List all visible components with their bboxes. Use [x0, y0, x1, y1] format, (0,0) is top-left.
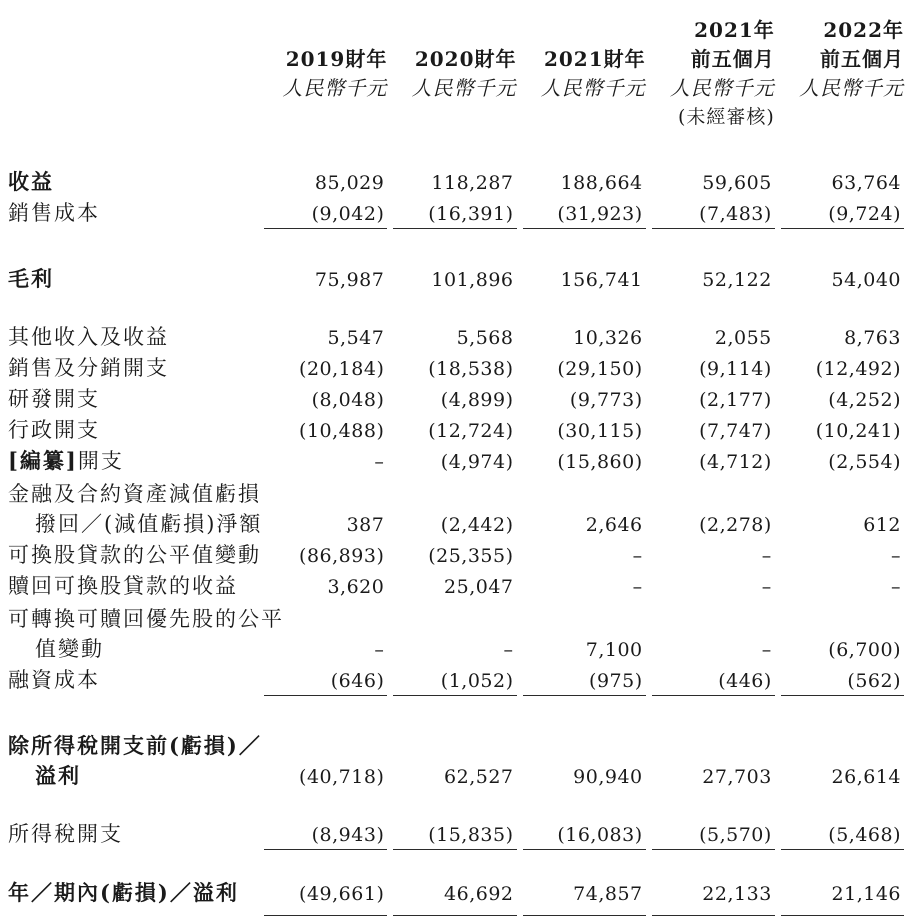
cell-value-text — [652, 476, 775, 501]
cell-value — [258, 760, 387, 791]
column-header — [387, 16, 516, 132]
cell-value — [646, 445, 775, 476]
table-row — [8, 197, 904, 229]
cell-value — [517, 570, 646, 601]
cell-value-text: (18,538) — [428, 358, 514, 380]
cell-value-text: 21,146 — [781, 883, 904, 916]
cell-value-text: 10,326 — [573, 327, 643, 349]
header-line: 2022年 — [823, 18, 904, 42]
cell-value — [517, 633, 646, 664]
header-line — [258, 16, 387, 45]
table-row — [8, 476, 904, 508]
cell-value-text: 75,987 — [314, 269, 385, 291]
cell-value-text — [781, 601, 904, 626]
cell-value — [775, 570, 904, 601]
cell-value — [517, 321, 646, 352]
spacer-cell — [8, 294, 904, 321]
cell-value-text — [264, 728, 387, 753]
cell-value — [517, 197, 646, 229]
cell-value — [646, 414, 775, 445]
cell-value-text: 2,055 — [714, 327, 772, 349]
row-label: 贖回可換股貸款的收益 — [8, 574, 238, 598]
cell-value — [517, 508, 646, 539]
cell-value-text: (9,724) — [781, 203, 904, 229]
cell-value — [258, 728, 387, 760]
header-line — [775, 103, 904, 132]
row-label: 行政開支 — [8, 418, 100, 442]
cell-value-text: (2,278) — [699, 514, 772, 536]
cell-value — [517, 352, 646, 383]
cell-value-text — [652, 601, 775, 626]
spacer-row — [8, 229, 904, 263]
cell-value-text: (86,893) — [299, 545, 385, 567]
cell-value — [517, 263, 646, 294]
cell-value — [775, 352, 904, 383]
table-row — [8, 728, 904, 760]
cell-value-text: 7,100 — [585, 639, 643, 661]
cell-value — [258, 166, 387, 197]
cell-value — [646, 818, 775, 850]
cell-value-text — [393, 728, 516, 753]
header-line: 人民幣千元 — [669, 76, 775, 100]
cell-value-text: (562) — [781, 670, 904, 696]
cell-value-text: 5,568 — [456, 327, 514, 349]
cell-value — [387, 352, 516, 383]
cell-value-text: – — [632, 545, 643, 567]
row-label: 銷售成本 — [8, 201, 100, 225]
cell-value-text: (9,114) — [699, 358, 772, 380]
cell-value — [775, 197, 904, 229]
cell-value — [646, 664, 775, 696]
cell-value-text: (7,747) — [699, 420, 772, 442]
header-line: 人民幣千元 — [540, 76, 646, 100]
cell-value-text: 52,122 — [702, 269, 772, 291]
cell-value-text: – — [761, 639, 772, 661]
table-row — [8, 664, 904, 696]
cell-value — [775, 166, 904, 197]
header-line: 人民幣千元 — [282, 76, 388, 100]
table-row — [8, 601, 904, 633]
row-label: 金融及合約資產減值虧損 — [8, 482, 261, 506]
cell-value — [387, 166, 516, 197]
cell-value — [387, 570, 516, 601]
cell-value-text: (5,570) — [652, 824, 775, 850]
header-line: 2021財年 — [543, 47, 646, 71]
cell-value-text: (40,718) — [299, 766, 385, 788]
header-line: (未經審核) — [677, 106, 775, 128]
cell-value-text: – — [632, 576, 643, 598]
cell-value-text — [523, 476, 646, 501]
table-row — [8, 570, 904, 601]
cell-value — [387, 476, 516, 508]
table-body — [8, 132, 904, 916]
cell-value — [775, 818, 904, 850]
cell-value-text: – — [761, 576, 772, 598]
cell-value-text: (25,355) — [428, 545, 514, 567]
cell-value-text: 5,547 — [327, 327, 385, 349]
cell-value — [258, 383, 387, 414]
cell-value — [517, 476, 646, 508]
spacer-row — [8, 696, 904, 728]
cell-value — [646, 383, 775, 414]
spacer-row — [8, 850, 904, 877]
cell-value-text: 63,764 — [831, 172, 901, 194]
cell-value-text: 118,287 — [431, 172, 514, 194]
header-line: 2019財年 — [285, 47, 388, 71]
header-line: 前五個月 — [690, 47, 775, 71]
cell-value-text: 62,527 — [444, 766, 514, 788]
header-line: 人民幣千元 — [411, 76, 517, 100]
cell-value-text: 22,133 — [652, 883, 775, 916]
cell-value-text: (16,083) — [523, 824, 646, 850]
cell-value — [387, 383, 516, 414]
table-row — [8, 352, 904, 383]
cell-value-text — [264, 476, 387, 501]
cell-value-text: 8,763 — [844, 327, 901, 349]
header-line — [258, 103, 387, 132]
cell-value — [258, 321, 387, 352]
cell-value — [775, 263, 904, 294]
cell-value-text: (9,042) — [264, 203, 387, 229]
cell-value — [258, 818, 387, 850]
cell-value-text — [523, 601, 646, 626]
cell-value-text: 90,940 — [573, 766, 643, 788]
row-label: 撥回／(減值虧損)淨額 — [35, 512, 263, 536]
spacer-cell — [8, 132, 904, 166]
cell-value-text: – — [503, 639, 514, 661]
table-row — [8, 321, 904, 352]
cell-value-text: (975) — [523, 670, 646, 696]
header-line — [387, 103, 516, 132]
cell-value — [258, 414, 387, 445]
cell-value-text: 156,741 — [560, 269, 643, 291]
cell-value — [387, 728, 516, 760]
cell-value — [258, 877, 387, 916]
cell-value — [646, 539, 775, 570]
cell-value — [387, 263, 516, 294]
cell-value — [387, 539, 516, 570]
cell-value — [258, 476, 387, 508]
table-row — [8, 383, 904, 414]
spacer-cell — [8, 791, 904, 818]
cell-value — [646, 197, 775, 229]
cell-value-text — [523, 728, 646, 753]
cell-value-text: (4,899) — [440, 389, 514, 411]
cell-value-text: 612 — [863, 514, 901, 536]
spacer-cell — [8, 850, 904, 877]
cell-value-text: (15,860) — [557, 451, 643, 473]
header-line — [517, 103, 646, 132]
cell-value-text: (49,661) — [264, 883, 387, 916]
cell-value-text: 101,896 — [431, 269, 514, 291]
cell-value-text: 59,605 — [702, 172, 772, 194]
cell-value-text: (1,052) — [393, 670, 516, 696]
cell-value-text: 27,703 — [702, 766, 772, 788]
cell-value-text — [393, 476, 516, 501]
row-label: 毛利 — [8, 266, 54, 291]
cell-value — [646, 263, 775, 294]
cell-value-text: (5,468) — [781, 824, 904, 850]
spacer-cell — [8, 229, 904, 263]
cell-value-text: (10,488) — [299, 420, 385, 442]
table-row — [8, 633, 904, 664]
table-row — [8, 760, 904, 791]
cell-value-text: (12,724) — [428, 420, 514, 442]
row-label: 融資成本 — [8, 668, 100, 692]
row-label: 可轉換可贖回優先股的公平 — [8, 607, 284, 631]
cell-value — [387, 664, 516, 696]
row-label: 收益 — [8, 169, 54, 194]
cell-value-text — [652, 728, 775, 753]
cell-value-text: (9,773) — [569, 389, 643, 411]
cell-value-text: (6,700) — [828, 639, 901, 661]
cell-value-text — [781, 476, 904, 501]
cell-value-text: (31,923) — [523, 203, 646, 229]
cell-value — [387, 601, 516, 633]
cell-value — [517, 539, 646, 570]
cell-value-text: 74,857 — [523, 883, 646, 916]
cell-value — [387, 760, 516, 791]
cell-value-text: – — [891, 545, 901, 567]
cell-value — [775, 728, 904, 760]
table-row — [8, 166, 904, 197]
cell-value-text: (4,712) — [699, 451, 772, 473]
header-line: 人民幣千元 — [799, 76, 904, 100]
cell-value — [646, 877, 775, 916]
header-line: 2020財年 — [414, 47, 517, 71]
table-row — [8, 508, 904, 539]
cell-value — [517, 760, 646, 791]
cell-value-text: (29,150) — [557, 358, 643, 380]
cell-value-text: 85,029 — [314, 172, 385, 194]
cell-value — [387, 445, 516, 476]
cell-value-text: (20,184) — [299, 358, 385, 380]
spacer-cell — [8, 696, 904, 728]
table-row — [8, 877, 904, 916]
cell-value — [646, 570, 775, 601]
cell-value — [258, 633, 387, 664]
cell-value-text: 3,620 — [327, 576, 385, 598]
row-label: 研發開支 — [8, 387, 100, 411]
cell-value — [258, 664, 387, 696]
cell-value-text: (12,492) — [815, 358, 901, 380]
cell-value — [775, 664, 904, 696]
row-label: 溢利 — [35, 763, 81, 788]
cell-value — [646, 476, 775, 508]
cell-value — [258, 539, 387, 570]
cell-value-text: (8,943) — [264, 824, 387, 850]
table-row — [8, 818, 904, 850]
column-header — [517, 16, 646, 132]
column-header — [646, 16, 775, 132]
cell-value-text: – — [374, 639, 385, 661]
cell-value — [517, 728, 646, 760]
column-header — [258, 16, 387, 132]
spacer-row — [8, 791, 904, 818]
cell-value — [646, 601, 775, 633]
cell-value — [517, 601, 646, 633]
cell-value — [258, 570, 387, 601]
cell-value — [517, 818, 646, 850]
cell-value-text: 2,646 — [585, 514, 643, 536]
table-row — [8, 445, 904, 476]
row-label: 年／期內(虧損)／溢利 — [8, 880, 239, 905]
cell-value-text: (8,048) — [311, 389, 385, 411]
cell-value-text: (30,115) — [557, 420, 643, 442]
header-line — [387, 16, 516, 45]
row-label: 銷售及分銷開支 — [8, 356, 169, 380]
row-label: 值變動 — [35, 637, 104, 661]
cell-value — [517, 383, 646, 414]
cell-value — [387, 321, 516, 352]
cell-value — [775, 321, 904, 352]
cell-value — [646, 760, 775, 791]
table-row — [8, 539, 904, 570]
cell-value-text — [781, 728, 904, 753]
cell-value — [387, 877, 516, 916]
cell-value — [387, 818, 516, 850]
cell-value — [646, 728, 775, 760]
header-line: 2021年 — [694, 18, 775, 42]
cell-value-text: 54,040 — [831, 269, 901, 291]
cell-value — [775, 760, 904, 791]
row-label: 其他收入及收益 — [8, 325, 169, 349]
header-row — [8, 16, 904, 132]
row-label: 所得稅開支 — [8, 822, 123, 846]
spacer-row — [8, 294, 904, 321]
table-row — [8, 263, 904, 294]
cell-value-text: – — [761, 545, 772, 567]
cell-value-text: (646) — [264, 670, 387, 696]
cell-value-text: (4,974) — [440, 451, 514, 473]
cell-value — [775, 476, 904, 508]
cell-value — [517, 414, 646, 445]
spacer-row — [8, 132, 904, 166]
cell-value — [775, 877, 904, 916]
cell-value — [775, 414, 904, 445]
cell-value — [775, 383, 904, 414]
header-label-spacer — [8, 16, 258, 132]
cell-value — [258, 197, 387, 229]
cell-value — [775, 445, 904, 476]
cell-value — [775, 633, 904, 664]
cell-value — [258, 445, 387, 476]
cell-value-text: (2,177) — [699, 389, 772, 411]
cell-value — [646, 352, 775, 383]
table-row — [8, 414, 904, 445]
cell-value — [258, 263, 387, 294]
cell-value — [517, 445, 646, 476]
cell-value-text: 387 — [346, 514, 385, 536]
cell-value — [775, 601, 904, 633]
row-label: 除所得稅開支前(虧損)／ — [8, 733, 262, 758]
cell-value-text: (446) — [652, 670, 775, 696]
cell-value-text: (4,252) — [828, 389, 901, 411]
cell-value-text: 26,614 — [831, 766, 901, 788]
cell-value-text — [393, 601, 516, 626]
cell-value — [646, 508, 775, 539]
cell-value-text: (15,835) — [393, 824, 516, 850]
cell-value — [258, 508, 387, 539]
cell-value-text: – — [891, 576, 901, 598]
cell-value — [517, 877, 646, 916]
cell-value-text: 188,664 — [560, 172, 643, 194]
cell-value — [258, 352, 387, 383]
cell-value — [775, 539, 904, 570]
cell-value — [517, 664, 646, 696]
row-label — [8, 445, 258, 476]
row-label-text: 開支 — [77, 449, 124, 473]
cell-value-text: – — [374, 451, 385, 473]
cell-value-text: 46,692 — [393, 883, 516, 916]
cell-value — [646, 633, 775, 664]
cell-value — [517, 166, 646, 197]
column-header — [775, 16, 904, 132]
header-line: 前五個月 — [820, 47, 904, 71]
row-label: 可換股貸款的公平值變動 — [8, 543, 261, 567]
cell-value — [387, 633, 516, 664]
cell-value — [387, 197, 516, 229]
cell-value — [387, 508, 516, 539]
cell-value-text: 25,047 — [444, 576, 514, 598]
income-statement-table — [8, 16, 904, 916]
cell-value — [646, 166, 775, 197]
cell-value-text: (16,391) — [393, 203, 516, 229]
cell-value-text: (2,442) — [440, 514, 514, 536]
cell-value-text: (10,241) — [815, 420, 901, 442]
cell-value — [646, 321, 775, 352]
header-line — [517, 16, 646, 45]
redacted-tag: [編纂] — [8, 448, 78, 473]
cell-value — [387, 414, 516, 445]
cell-value-text: (2,554) — [828, 451, 901, 473]
cell-value — [775, 508, 904, 539]
cell-value-text: (7,483) — [652, 203, 775, 229]
